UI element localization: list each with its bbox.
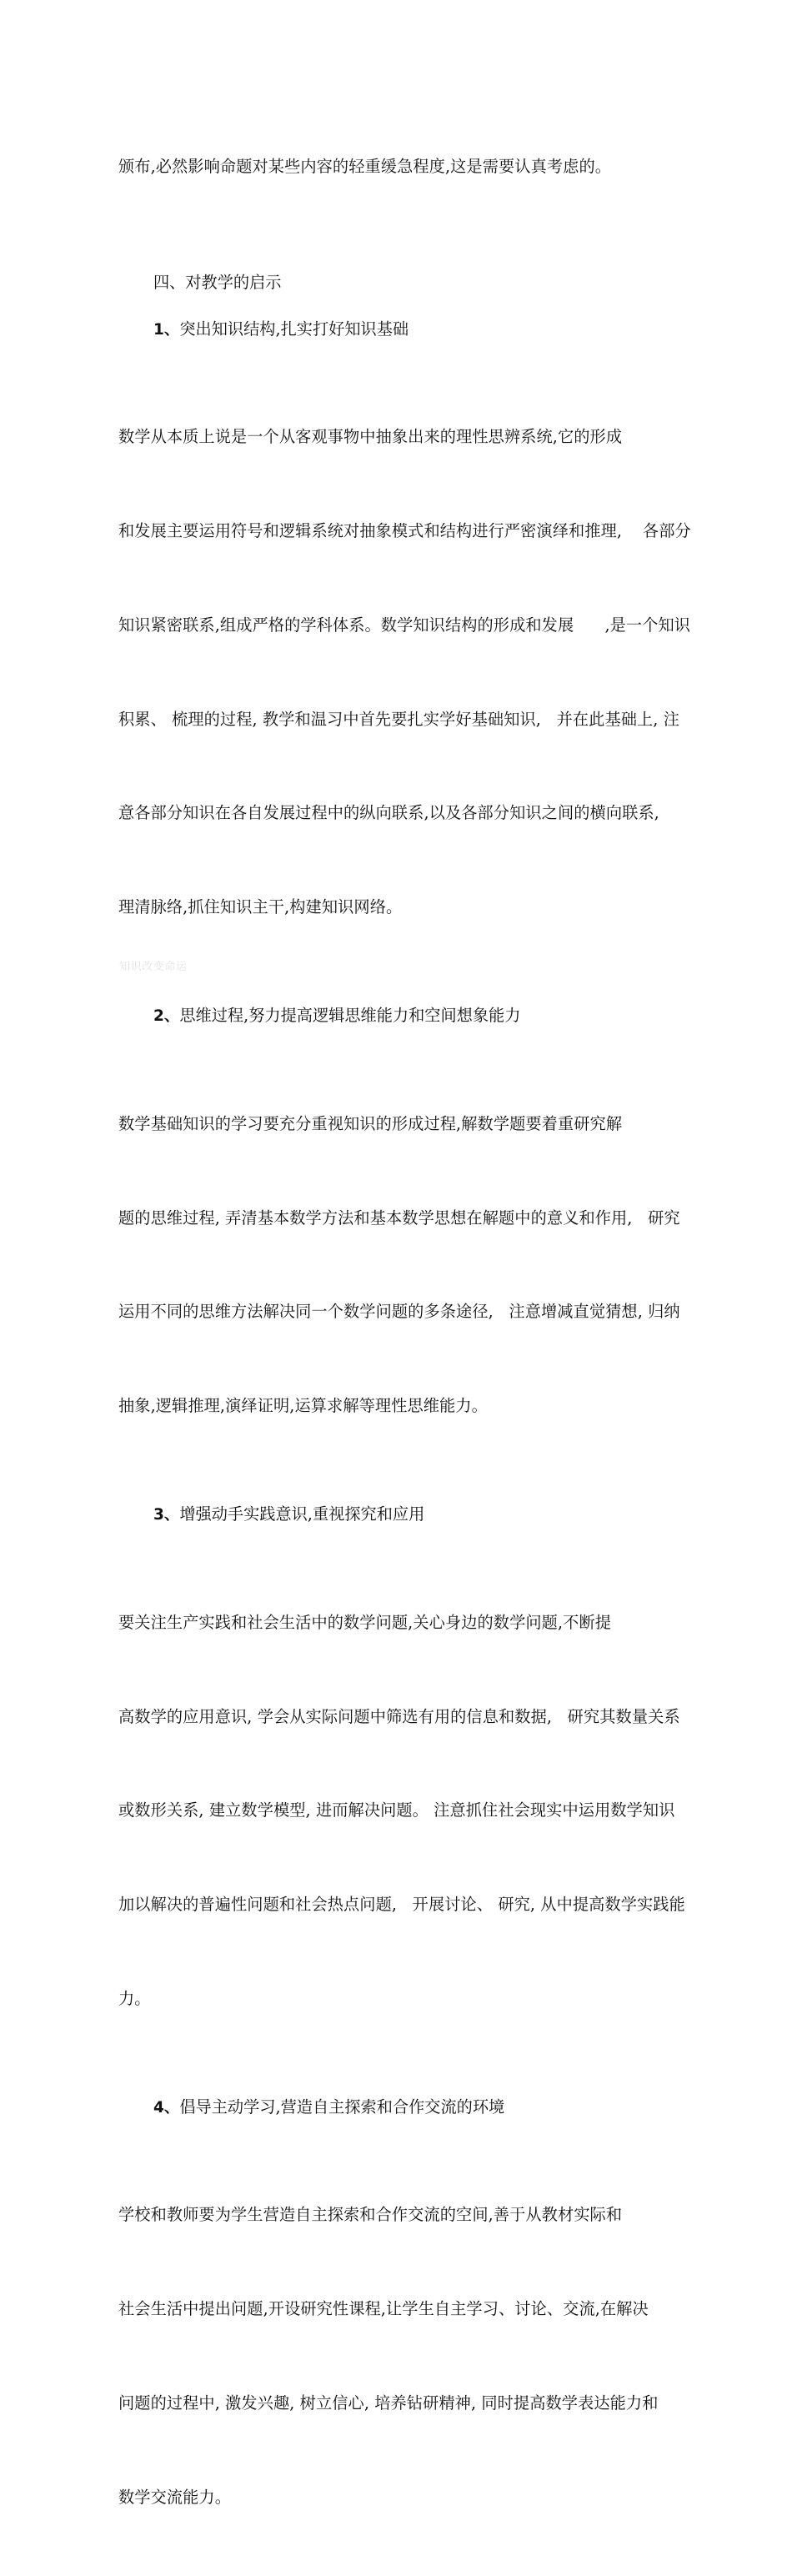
item-4-heading [118,2091,660,2124]
item-3-heading [118,1499,660,1531]
item-2-title: 思维过程,努力提高逻辑思维能力和空间想象能力 [179,1006,521,1026]
item-2-body-text [118,1046,680,1484]
text-line: 要关注生产实践和社会生活中的数学问题,关心身边的数学问题,不断提 [118,1612,612,1632]
item-4-body-text [118,2137,660,2575]
item-4-number: 4、 [153,2098,180,2117]
item-3-title: 增强动手实践意识,重视探究和应用 [179,1504,425,1524]
text-line: 知识紧密联系,组成严格的学科体系。数学知识结构的形成和发展 ,是一个知识 [118,615,691,635]
text-line: 数学从本质上说是一个从客观事物中抽象出来的理性思辨系统,它的形成 [118,427,623,447]
text-line: 数学交流能力。 [118,2487,232,2507]
item-3-body [118,1544,685,2077]
item-1-title: 突出知识结构,扎实打好知识基础 [179,319,409,339]
item-2-number: 2、 [153,1007,180,1026]
item-4-body [118,2137,660,2575]
item-4-heading-line [118,2091,660,2124]
text-line: 数学基础知识的学习要充分重视知识的形成过程,解数学题要着重研究解 [118,1113,623,1133]
item-3-number: 3、 [153,1505,180,1524]
text-line: 题的思维过程, 弄清基本数学方法和基本数学思想在解题中的意义和作用, 研究 [118,1208,680,1228]
text-line: 抽象,逻辑推理,演绎证明,运算求解等理性思维能力。 [118,1396,488,1416]
item-2-heading-line [118,1000,660,1032]
section-heading-four-text: 四、对教学的启示 [153,272,282,292]
item-4-title: 倡导主动学习,营造自主探索和合作交流的环境 [179,2096,505,2117]
item-1-body-text [118,359,691,986]
text-line: 高数学的应用意识, 学会从实际问题中筛选有用的信息和数据, 研究其数量关系 [118,1706,680,1726]
text-line: 社会生活中提出问题,开设研究性课程,让学生自主学习、讨论、交流,在解决 [118,2299,649,2319]
item-3-heading-line [118,1499,660,1531]
section-heading-four [118,267,660,299]
page-watermark: 知识改变命运 [119,961,188,973]
item-2-heading [118,1000,660,1032]
item-3-body-text [118,1544,685,2077]
text-line: 颁布,必然影响命题对某些内容的轻重缓急程度,这是需要认真考虑的。 [118,157,612,177]
paragraph-opening [118,88,660,245]
item-1-number: 1、 [153,320,180,339]
document-text-column [118,88,691,2576]
text-line: 积累、 梳理的过程, 教学和温习中首先要扎实学好基础知识, 并在此基础上, 注 [118,709,679,729]
item-1-heading [118,314,660,346]
item-2-body [118,1046,680,1484]
text-line: 问题的过程中, 激发兴趣, 树立信心, 培养钻研精神, 同时提高数学表达能力和 [118,2393,659,2413]
text-line: 或数形关系, 建立数学模型, 进而解决问题。 注意抓住社会现实中运用数学知识 [118,1800,675,1820]
text-line: 力。 [118,1988,151,2008]
text-line: 加以解决的普遍性问题和社会热点问题, 开展讨论、 研究, 从中提高数学实践能 [118,1895,685,1915]
item-1-heading-line [118,314,660,346]
text-line: 意各部分知识在各自发展过程中的纵向联系,以及各部分知识之间的横向联系, [118,803,659,823]
paragraph-opening-text [118,88,660,245]
text-line: 运用不同的思维方法解决同一个数学问题的多条途径, 注意增减直觉猜想, 归纳 [118,1302,680,1322]
text-line: 学校和教师要为学生营造自主探索和合作交流的空间,善于从教材实际和 [118,2205,623,2225]
item-1-body [118,359,691,986]
text-line: 和发展主要运用符号和逻辑系统对抽象模式和结构进行严密演绎和推理, 各部分 [118,521,691,541]
text-line: 理清脉络,抓住知识主干,构建知识网络。 [118,897,403,917]
